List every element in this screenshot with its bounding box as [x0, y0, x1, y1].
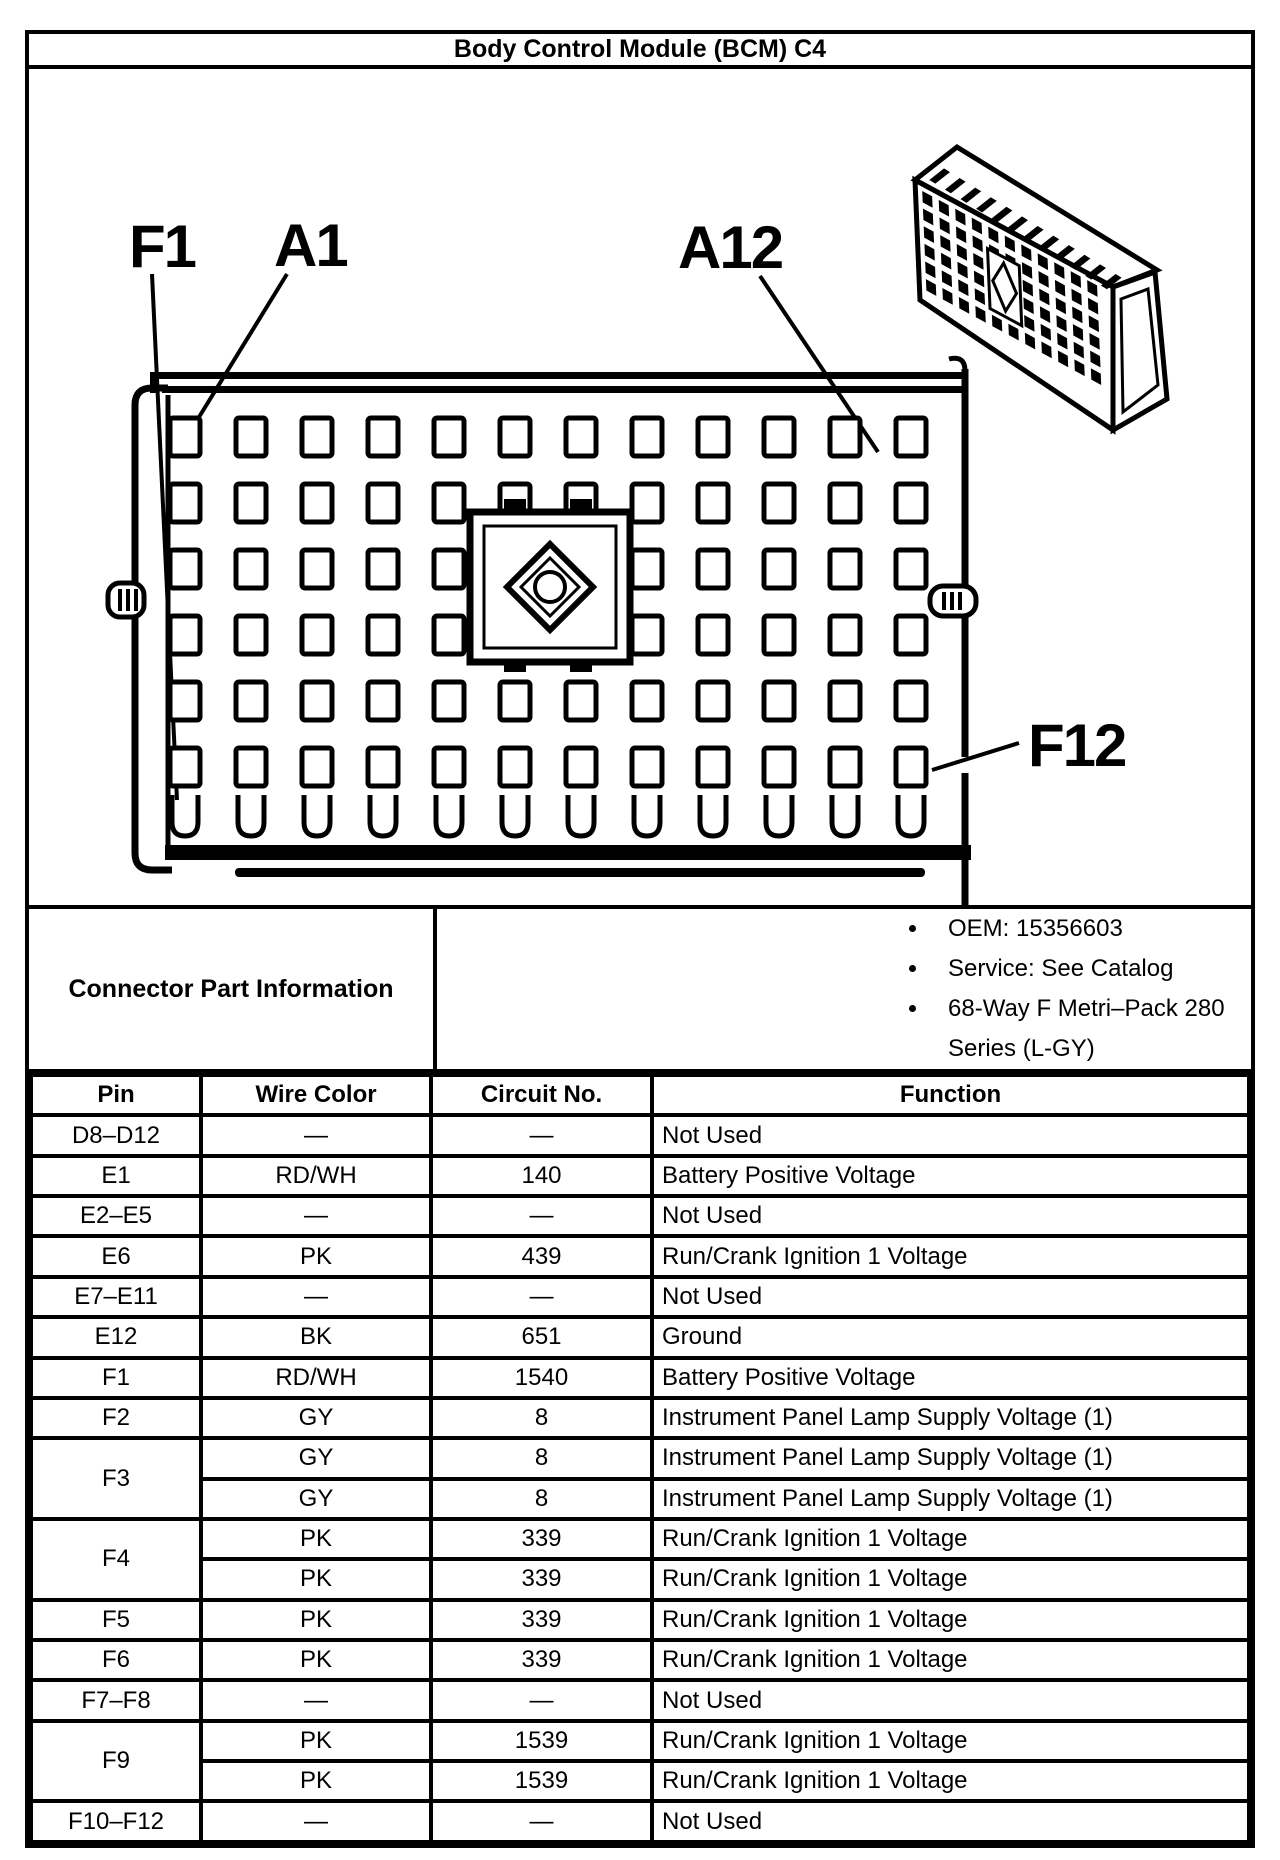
function-cell: Run/Crank Ignition 1 Voltage — [652, 1519, 1249, 1559]
wire-cell: PK — [201, 1640, 431, 1680]
table-header-row — [31, 1075, 1249, 1115]
function-cell: Not Used — [652, 1115, 1249, 1155]
circuit-cell: — — [431, 1115, 652, 1155]
wire-cell: PK — [201, 1761, 431, 1801]
title-bar — [29, 34, 1251, 69]
center-latch — [470, 499, 630, 672]
circuit-cell: 8 — [431, 1479, 652, 1519]
pin-cell: F6 — [31, 1640, 201, 1680]
circuit-cell: 1539 — [431, 1721, 652, 1761]
table-row — [31, 1196, 1249, 1236]
wire-cell: GY — [201, 1479, 431, 1519]
function-cell: Not Used — [652, 1680, 1249, 1720]
part-info-bullet-list — [437, 909, 1251, 1069]
circuit-cell: 1540 — [431, 1358, 652, 1398]
table-row — [31, 1156, 1249, 1196]
pin-cell: F7–F8 — [31, 1680, 201, 1720]
connector-diagram — [29, 69, 1251, 909]
circuit-cell: 8 — [431, 1438, 652, 1478]
circuit-cell: 8 — [431, 1398, 652, 1438]
circuit-cell: — — [431, 1801, 652, 1842]
circuit-cell: 1539 — [431, 1761, 652, 1801]
function-cell: Run/Crank Ignition 1 Voltage — [652, 1721, 1249, 1761]
wire-cell: GY — [201, 1438, 431, 1478]
wire-cell: PK — [201, 1519, 431, 1559]
table-row — [31, 1680, 1249, 1720]
table-row — [31, 1519, 1249, 1559]
table-row — [31, 1600, 1249, 1640]
circuit-cell: — — [431, 1680, 652, 1720]
col-header-function: Function — [652, 1075, 1249, 1115]
function-cell: Battery Positive Voltage — [652, 1358, 1249, 1398]
circuit-cell: 339 — [431, 1640, 652, 1680]
function-cell: Not Used — [652, 1196, 1249, 1236]
table-row — [31, 1801, 1249, 1842]
right-bracket — [930, 358, 976, 905]
wire-cell: — — [201, 1196, 431, 1236]
bottom-comb — [172, 795, 924, 836]
part-info-details-cell — [437, 909, 1251, 1069]
col-header-circuit: Circuit No. — [431, 1075, 652, 1115]
function-cell: Run/Crank Ignition 1 Voltage — [652, 1640, 1249, 1680]
pin-cell: F1 — [31, 1358, 201, 1398]
table-row — [31, 1640, 1249, 1680]
col-header-pin: Pin — [31, 1075, 201, 1115]
front-view-top-bar — [150, 372, 962, 393]
pinout-table-container — [29, 1073, 1251, 1844]
circuit-cell: 339 — [431, 1559, 652, 1599]
circuit-cell: — — [431, 1196, 652, 1236]
wire-cell: — — [201, 1277, 431, 1317]
pin-cell: F10–F12 — [31, 1801, 201, 1842]
leader-line-f12 — [932, 743, 1019, 770]
pin-cell: F3 — [31, 1438, 201, 1519]
circuit-cell: 439 — [431, 1236, 652, 1276]
circuit-cell: 651 — [431, 1317, 652, 1357]
function-cell: Instrument Panel Lamp Supply Voltage (1) — [652, 1398, 1249, 1438]
table-row — [31, 1761, 1249, 1801]
pinout-table — [29, 1073, 1251, 1844]
pin-label-f1: F1 — [129, 213, 196, 280]
wire-cell: — — [201, 1680, 431, 1720]
function-cell: Run/Crank Ignition 1 Voltage — [652, 1236, 1249, 1276]
function-cell: Not Used — [652, 1801, 1249, 1842]
wire-cell: GY — [201, 1398, 431, 1438]
wire-cell: RD/WH — [201, 1358, 431, 1398]
pin-label-a1: A1 — [274, 212, 347, 279]
pin-cell: E12 — [31, 1317, 201, 1357]
part-info-bullet: • OEM: 15356603 — [930, 909, 1251, 949]
table-row — [31, 1236, 1249, 1276]
table-row — [31, 1438, 1249, 1478]
pin-cell: E7–E11 — [31, 1277, 201, 1317]
circuit-cell: 339 — [431, 1519, 652, 1559]
function-cell: Battery Positive Voltage — [652, 1156, 1249, 1196]
wire-cell: — — [201, 1801, 431, 1842]
wire-cell: PK — [201, 1559, 431, 1599]
part-info-label-cell — [29, 909, 437, 1069]
part-info-bullet: • Service: See Catalog — [930, 949, 1251, 989]
pin-cell: F9 — [31, 1721, 201, 1802]
pin-cell: F2 — [31, 1398, 201, 1438]
function-cell: Run/Crank Ignition 1 Voltage — [652, 1761, 1249, 1801]
function-cell: Instrument Panel Lamp Supply Voltage (1) — [652, 1438, 1249, 1478]
circuit-cell: 140 — [431, 1156, 652, 1196]
pin-cell: F4 — [31, 1519, 201, 1600]
pin-label-a12: A12 — [678, 214, 783, 281]
col-header-wire: Wire Color — [201, 1075, 431, 1115]
function-cell: Instrument Panel Lamp Supply Voltage (1) — [652, 1479, 1249, 1519]
bottom-bars — [165, 845, 971, 877]
pin-cell: D8–D12 — [31, 1115, 201, 1155]
table-row — [31, 1277, 1249, 1317]
connector-face-drawing — [29, 69, 1251, 905]
part-info-bullet: • 68-Way F Metri–Pack 280 Series (L-GY) — [930, 989, 1251, 1069]
wire-cell: BK — [201, 1317, 431, 1357]
page-title: Body Control Module (BCM) C4 — [453, 35, 827, 63]
document-page — [25, 30, 1255, 1848]
wire-cell: PK — [201, 1721, 431, 1761]
wire-cell: RD/WH — [201, 1156, 431, 1196]
function-cell: Ground — [652, 1317, 1249, 1357]
wire-cell: PK — [201, 1236, 431, 1276]
table-row — [31, 1115, 1249, 1155]
pin-label-f12: F12 — [1028, 712, 1126, 779]
connector-part-info-row — [29, 909, 1251, 1073]
pin-cell: E1 — [31, 1156, 201, 1196]
circuit-cell: — — [431, 1277, 652, 1317]
table-row — [31, 1721, 1249, 1761]
table-row — [31, 1479, 1249, 1519]
leader-line-a1 — [196, 274, 287, 422]
wire-cell: PK — [201, 1600, 431, 1640]
function-cell: Not Used — [652, 1277, 1249, 1317]
pin-cell: E2–E5 — [31, 1196, 201, 1236]
function-cell: Run/Crank Ignition 1 Voltage — [652, 1600, 1249, 1640]
wire-cell: — — [201, 1115, 431, 1155]
table-row — [31, 1317, 1249, 1357]
circuit-cell: 339 — [431, 1600, 652, 1640]
function-cell: Run/Crank Ignition 1 Voltage — [652, 1559, 1249, 1599]
pin-cell: E6 — [31, 1236, 201, 1276]
pin-cell: F5 — [31, 1600, 201, 1640]
table-row — [31, 1358, 1249, 1398]
part-info-label: Connector Part Information — [68, 974, 394, 1003]
table-row — [31, 1559, 1249, 1599]
table-row — [31, 1398, 1249, 1438]
